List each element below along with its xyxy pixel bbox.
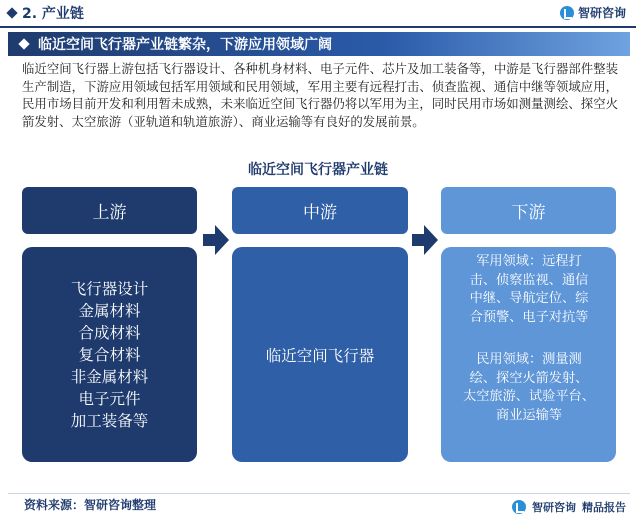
headline-text: 临近空间飞行器产业链繁杂，下游应用领域广阔 [38,37,332,53]
civil-line: 太空旅游、试验平台、 [463,389,595,404]
upstream-item: 复合材料 [78,345,141,364]
upstream-item: 飞行器设计 [70,279,149,298]
upstream-item: 加工装备等 [70,411,149,430]
footer-brand-left: 智研咨询 [532,501,576,514]
downstream-box [441,247,616,462]
footer-divider [8,493,630,494]
upstream-item: 金属材料 [78,301,141,320]
military-line: 击、侦察监视、通信 [469,272,589,288]
brand-name: 智研咨询 [577,6,626,20]
arrow-right-icon [412,225,438,255]
civil-applications [453,351,605,425]
diamond-icon [6,7,17,18]
upstream-header: 上游 [22,187,197,234]
section-label [0,0,84,26]
brand-logo [560,4,626,21]
upstream-item: 电子元件 [78,389,141,408]
midstream-header: 中游 [232,187,408,234]
upstream-list [22,247,197,462]
source-note: 资料来源：智研咨询整理 [24,498,157,512]
footer-brand [512,499,626,515]
midstream-box [232,247,408,462]
footer-brand-right: 精品报告 [582,501,626,514]
civil-line: 绘、探空火箭发射、 [469,370,589,386]
section-label-text: 2. 产业链 [22,6,84,22]
diagram-title: 临近空间飞行器产业链 [248,162,388,178]
upstream-item: 合成材料 [78,323,141,342]
midstream-content: 临近空间飞行器 [265,346,375,365]
brand-logo-icon [512,500,526,514]
military-line: 合预警、电子对抗等 [469,309,589,325]
military-applications [453,253,605,327]
downstream-header: 下游 [441,187,616,234]
upstream-item: 非金属材料 [70,367,149,386]
headline-banner [8,32,630,56]
military-line: 军用领域：远程打 [476,254,582,269]
civil-line: 民用领域：测量测 [476,352,582,367]
arrow-right-icon [203,225,229,255]
military-line: 中继、导航定位、综 [469,291,589,306]
summary-paragraph: 临近空间飞行器上游包括飞行器设计、各种机身材料、电子元件、芯片及加工装备等，中游是飞行器部件整装生产制造，下游应用领域包括军用领域和民用领域，军用主要有远程打击、侦查监视、通信中继等领域应用，民用市场目前开发和利用暂未成熟，未来临近空间飞行器仍将以军用为主，同时民用市场如测量测绘、探空火箭发射、太空旅游（亚轨道和轨道旅游）、商业运输等有良好的发展前景。 [22,61,618,129]
civil-line: 商业运输等 [496,407,562,423]
diamond-icon [18,38,29,49]
brand-logo-icon [560,6,574,20]
header-divider [0,26,636,28]
